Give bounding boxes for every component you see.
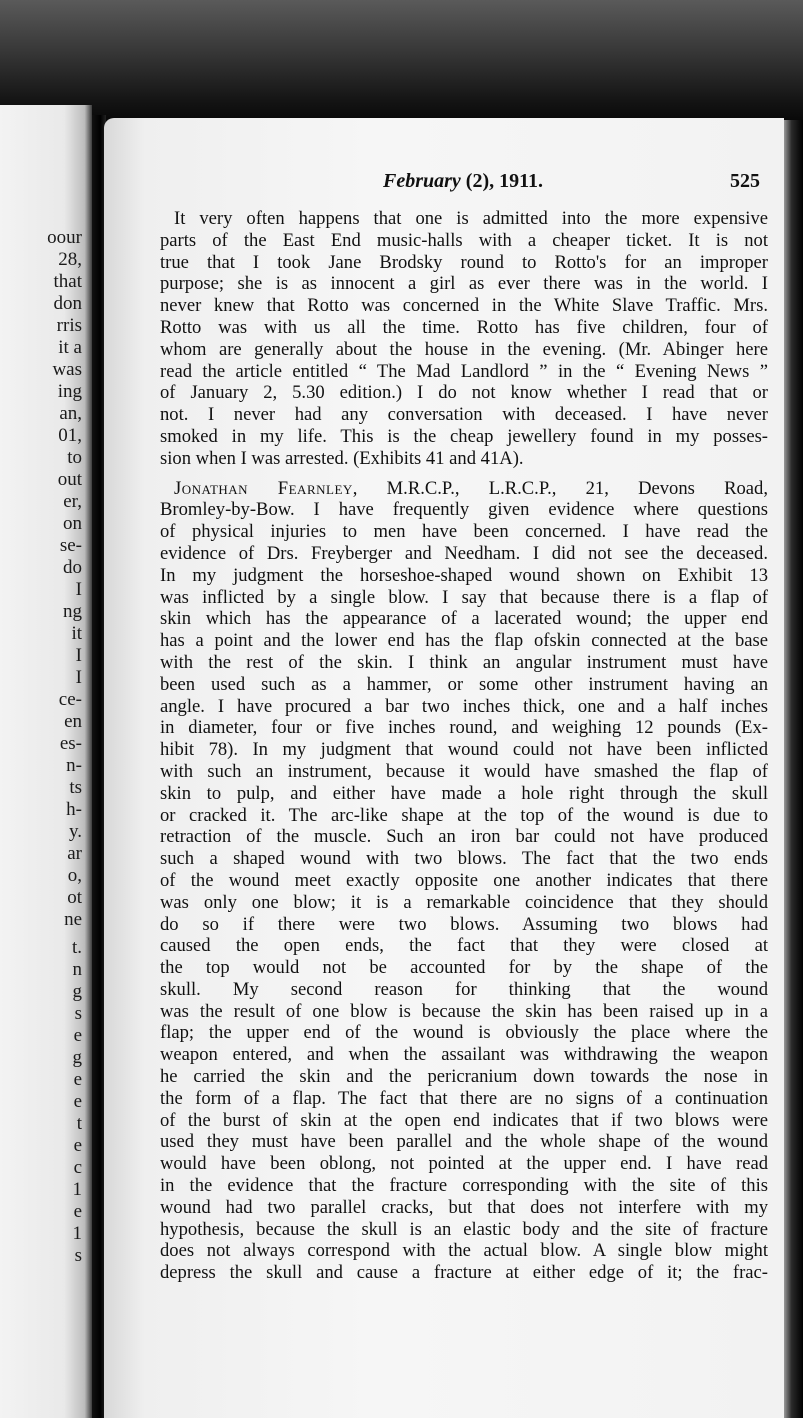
text-line: has a point and the lower end has the flap ofskin connected at the base — [160, 630, 768, 652]
left-margin-fragment: e — [73, 1025, 82, 1046]
left-margin-fragment: er, — [63, 491, 82, 512]
text-line: skin which has the appearance of a lacerated wound; the upper end — [160, 608, 768, 630]
text-line: true that I took Jane Brodsky round to Rotto's for an improper — [160, 251, 768, 273]
text-line: not. I never had any conversation with deceased. I have never — [160, 404, 768, 426]
running-header — [0, 170, 803, 200]
text-line: never knew that Rotto was concerned in the White Slave Traffic. Mrs. — [160, 295, 768, 317]
text-line: been used such as a hammer, or some other instrument having an — [160, 673, 768, 695]
text-line: the form of a flap. The fact that there are no signs of a continuation — [160, 1087, 768, 1109]
text-line: angle. I have procured a bar two inches thick, one and a half inches — [160, 695, 768, 717]
text-line: sion when I was arrested. (Exhibits 41 and 41A). — [160, 447, 524, 469]
text-line: of January 2, 5.30 edition.) I do not know whether I read that or — [160, 382, 768, 404]
left-margin-fragment: do — [63, 557, 82, 578]
text-line: Rotto was with us all the time. Rotto has five children, four of — [160, 316, 768, 338]
header-date — [383, 170, 543, 193]
witness-name: Jonathan Fearnley — [174, 477, 353, 499]
text-line: was the result of one blow is because the skin has been raised up in a — [160, 1000, 768, 1022]
left-margin-fragment: don — [53, 293, 82, 314]
text-line: or cracked it. The arc-like shape at the top of the wound is due to — [160, 804, 768, 826]
left-margin-fragment: s — [74, 1245, 82, 1266]
text-line: parts of the East End music-halls with a cheaper ticket. It is not — [160, 229, 768, 251]
text-line: skin to pulp, and either have made a hole right through the skull — [160, 782, 768, 804]
left-margin-fragment: es- — [59, 733, 82, 754]
left-margin-fragment: g — [72, 981, 82, 1002]
left-margin-fragment: ing — [57, 381, 82, 402]
left-margin-fragment: rris — [56, 315, 82, 336]
text-line: in the evidence that the fracture corresponding with the site of this — [160, 1175, 768, 1197]
header-month: February — [383, 170, 461, 192]
left-margin-fragment: g — [72, 1047, 82, 1068]
text-line: of the burst of skin at the open end indicates that if two blows were — [160, 1109, 768, 1131]
left-margin-fragment: was — [52, 359, 82, 380]
text-line: with such an instrument, because it would have smashed the flap of — [160, 760, 768, 782]
witness-credentials: , M.R.C.P., L.R.C.P., 21, Devons Road, — [352, 477, 768, 499]
left-margin-fragment: t. — [71, 937, 82, 958]
page-number: 525 — [730, 170, 760, 192]
page-edge-right — [784, 120, 803, 1418]
scan-background — [0, 0, 803, 135]
text-line: flap; the upper end of the wound is obviously the place where the — [160, 1022, 768, 1044]
left-margin-fragment: I — [75, 645, 82, 666]
text-line: weapon entered, and when the assailant was withdrawing the weapon — [160, 1044, 768, 1066]
text-line: caused the open ends, the fact that they were closed at — [160, 935, 768, 957]
left-margin-fragment: 1 — [72, 1179, 82, 1200]
left-margin-fragment: o, — [67, 865, 82, 886]
left-margin-fragment: I — [75, 579, 82, 600]
left-margin-fragment: n — [72, 959, 82, 980]
left-margin-fragment: it a — [58, 337, 82, 358]
text-line: hibit 78). In my judgment that wound could not have been inflicted — [160, 739, 768, 761]
text-line: It very often happens that one is admitted into the more expensive — [174, 208, 768, 229]
left-margin-fragment: ar — [67, 843, 82, 864]
left-margin-fragment: ce- — [58, 689, 82, 710]
left-margin-fragment: to — [67, 447, 82, 468]
text-line: read the article entitled “ The Mad Landlord ” in the “ Evening News ” — [160, 360, 768, 382]
text-line: In my judgment the horseshoe-shaped wound shown on Exhibit 13 — [160, 564, 768, 586]
left-margin-fragment: se- — [59, 535, 82, 556]
left-margin-fragment: e — [73, 1091, 82, 1112]
text-line: was inflicted by a single blow. I say that because there is a flap of — [160, 586, 768, 608]
left-margin-fragment: I — [75, 667, 82, 688]
text-line: hypothesis, because the skull is an elastic body and the site of fracture — [160, 1218, 768, 1240]
paragraph-2 — [160, 478, 768, 1284]
text-line: depress the skull and cause a fracture at either edge of it; the frac- — [160, 1262, 768, 1284]
left-margin-fragment: out — [57, 469, 82, 490]
text-line: he carried the skin and the pericranium down towards the nose in — [160, 1066, 768, 1088]
left-margin-fragment: it — [71, 623, 82, 644]
left-margin-fragment: 01, — [58, 425, 82, 446]
left-margin-fragment: 1 — [72, 1223, 82, 1244]
left-margin-fragment: s — [74, 1003, 82, 1024]
paragraph-2-first-line — [160, 478, 768, 500]
text-line: would have been oblong, not pointed at the upper end. I have read — [160, 1153, 768, 1175]
left-margin-fragment: that — [53, 271, 82, 292]
left-margin-fragment: ot — [67, 887, 82, 908]
text-line: used they must have been parallel and the whole shape of the wound — [160, 1131, 768, 1153]
left-margin-fragment: on — [63, 513, 82, 534]
text-line: whom are generally about the house in the evening. (Mr. Abinger here — [160, 338, 768, 360]
text-line: such a shaped wound with two blows. The fact that the two ends — [160, 848, 768, 870]
left-margin-fragment: e — [73, 1069, 82, 1090]
text-line: Bromley-by-Bow. I have frequently given evidence where questions — [160, 499, 768, 521]
left-margin-fragment: 28, — [58, 249, 82, 270]
text-line: skull. My second reason for thinking that the wound — [160, 978, 768, 1000]
left-margin-fragment: y. — [68, 821, 82, 842]
left-margin-fragment: ts — [69, 777, 82, 798]
facing-page-left — [0, 105, 92, 1418]
text-line: purpose; she is as innocent a girl as ever there was in the world. I — [160, 273, 768, 295]
left-margin-fragment: ne — [64, 909, 82, 930]
text-line: of the wound meet exactly opposite one another indicates that there — [160, 869, 768, 891]
left-margin-fragment: e — [73, 1201, 82, 1222]
text-line: wound had two parallel cracks, but that does not interfere with my — [160, 1196, 768, 1218]
left-margin-fragment: an, — [59, 403, 82, 424]
text-line: retraction of the muscle. Such an iron bar could not have produced — [160, 826, 768, 848]
left-margin-fragment: n- — [66, 755, 82, 776]
left-margin-fragment: e — [73, 1135, 82, 1156]
text-line: do so if there were two blows. Assuming two blows had — [160, 913, 768, 935]
text-line: evidence of Drs. Freyberger and Needham. I did not see the deceased. — [160, 542, 768, 564]
text-line: of physical injuries to men have been concerned. I have read the — [160, 521, 768, 543]
left-margin-fragment: en — [64, 711, 82, 732]
left-margin-fragment: h- — [66, 799, 82, 820]
text-line: with the rest of the skin. I think an angular instrument must have — [160, 651, 768, 673]
left-margin-fragment: t — [76, 1113, 82, 1134]
text-line: does not always correspond with the actual blow. A single blow might — [160, 1240, 768, 1262]
text-line: smoked in my life. This is the cheap jewellery found in my posses- — [160, 425, 768, 447]
text-line: was only one blow; it is a remarkable coincidence that they should — [160, 891, 768, 913]
text-line: the top would not be accounted for by the shape of the — [160, 957, 768, 979]
body-text — [160, 208, 768, 1284]
paragraph-1 — [160, 208, 768, 470]
left-margin-fragment: oour — [47, 227, 82, 248]
text-line: in diameter, four or five inches round, and weighing 12 pounds (Ex- — [160, 717, 768, 739]
paragraph-gap — [160, 470, 768, 478]
left-margin-fragment: c — [73, 1157, 82, 1178]
left-margin-fragment: ng — [63, 601, 82, 622]
header-date-rest: (2), 1911. — [460, 170, 544, 192]
